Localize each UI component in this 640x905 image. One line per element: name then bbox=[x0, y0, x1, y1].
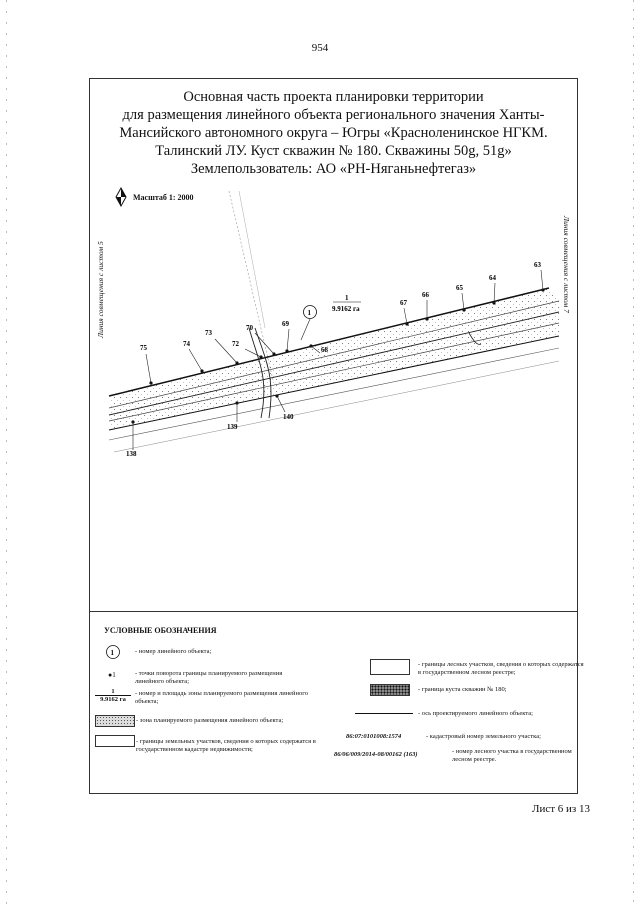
title-line-2: для размещения линейного объекта регионального значения Ханты- bbox=[122, 107, 545, 123]
sheet-number: Лист 6 из 13 bbox=[532, 803, 591, 815]
legend-zone-number-text: - номер и площадь зоны планируемого размещения линейного объекта; bbox=[135, 690, 309, 705]
legend-well-pad-text: - граница куста скважин № 180; bbox=[418, 686, 507, 693]
legend-turn-point-sample: ●1 bbox=[108, 671, 116, 679]
legend-forest-text: - номер лесного участка в государственном лесном реестре. bbox=[452, 748, 572, 763]
point-label-63: 63 bbox=[534, 261, 541, 269]
legend-zone-fill-swatch bbox=[95, 715, 135, 727]
zone-boundary bbox=[109, 301, 559, 408]
legend-cadastral-text: - кадастровый номер земельного участка; bbox=[426, 733, 541, 740]
legend-object-number-text: - номер линейного объекта; bbox=[135, 648, 212, 655]
legend-land-bounds-swatch bbox=[95, 735, 135, 747]
legend-forest-bounds-text: - границы лесных участков, сведения о которых содержатся в государственном лесном реестре; bbox=[418, 661, 584, 676]
legend-zone-fill-text: - зона планируемого размещения линейного объекта; bbox=[136, 717, 284, 724]
legend-object-circle-icon bbox=[105, 644, 121, 660]
plan-map bbox=[89, 78, 578, 611]
legend-well-pad-swatch bbox=[370, 684, 410, 696]
scan-edge-right bbox=[633, 0, 634, 905]
legend-zone-fraction-sample bbox=[95, 688, 131, 703]
zone-number: 1 bbox=[345, 294, 349, 302]
legend-land-bounds-text: - границы земельных участков, сведения о которых содержатся в государственном кадастре недвижимости; bbox=[136, 738, 316, 753]
point-label-69: 69 bbox=[282, 320, 289, 328]
svg-text:1: 1 bbox=[110, 649, 114, 657]
legend-turn-points-text: - точки поворота границы планируемого размещения линейного объекта; bbox=[135, 670, 283, 685]
legend-title: УСЛОВНЫЕ ОБОЗНАЧЕНИЯ bbox=[104, 626, 217, 635]
legend-zone-sample-area: 9.9162 га bbox=[95, 695, 131, 703]
point-label-66: 66 bbox=[422, 291, 429, 299]
legend-cadastral-code: 86:07:0101008:1574 bbox=[346, 733, 402, 740]
point-label-72: 72 bbox=[232, 340, 239, 348]
legend-axis-text: - ось проектируемого линейного объекта; bbox=[418, 710, 533, 717]
object-number: 1 bbox=[307, 309, 311, 317]
scan-edge-left bbox=[6, 0, 7, 905]
legend-zone-sample-number: 1 bbox=[111, 688, 115, 695]
zone-boundary bbox=[109, 323, 559, 421]
page-number: 954 bbox=[311, 42, 329, 54]
point-label-140: 140 bbox=[283, 413, 294, 421]
point-label-75: 75 bbox=[140, 344, 147, 352]
point-label-138: 138 bbox=[126, 450, 137, 458]
title-line-4: Талинский ЛУ. Куст скважин № 180. Скважины 50g, 51g» bbox=[155, 143, 512, 159]
title-line-5: Землепользователь: АО «РН-Няганьнефтегаз» bbox=[190, 161, 477, 177]
legend-forest-bounds-swatch bbox=[370, 659, 410, 675]
point-label-70: 70 bbox=[246, 324, 253, 332]
point-label-73: 73 bbox=[205, 329, 212, 337]
object-axis bbox=[109, 312, 559, 415]
title-line-1: Основная часть проекта планировки территории bbox=[183, 89, 484, 105]
point-label-67: 67 bbox=[400, 299, 407, 307]
legend-divider bbox=[89, 611, 578, 612]
right-match-line-label: Линия совмещения с листом 7 bbox=[562, 216, 571, 313]
point-label-65: 65 bbox=[456, 284, 463, 292]
legend-axis-line bbox=[355, 713, 413, 714]
point-label-68: 68 bbox=[321, 346, 328, 354]
title-line-3: Мансийского автономного округа – Югры «Красноленинское НГКМ. bbox=[119, 125, 548, 141]
legend-forest-code: 86/06/009/2014-08/00162 (163) bbox=[334, 751, 418, 758]
point-label-64: 64 bbox=[489, 274, 496, 282]
road-line bbox=[229, 191, 273, 380]
road-line bbox=[239, 191, 265, 328]
left-match-line-label: Линия совмещения с листом 5 bbox=[96, 241, 105, 338]
point-label-74: 74 bbox=[183, 340, 190, 348]
scale-label: Масштаб 1: 2000 bbox=[133, 193, 194, 202]
point-label-139: 139 bbox=[227, 423, 238, 431]
zone-area: 9.9162 га bbox=[332, 305, 360, 313]
